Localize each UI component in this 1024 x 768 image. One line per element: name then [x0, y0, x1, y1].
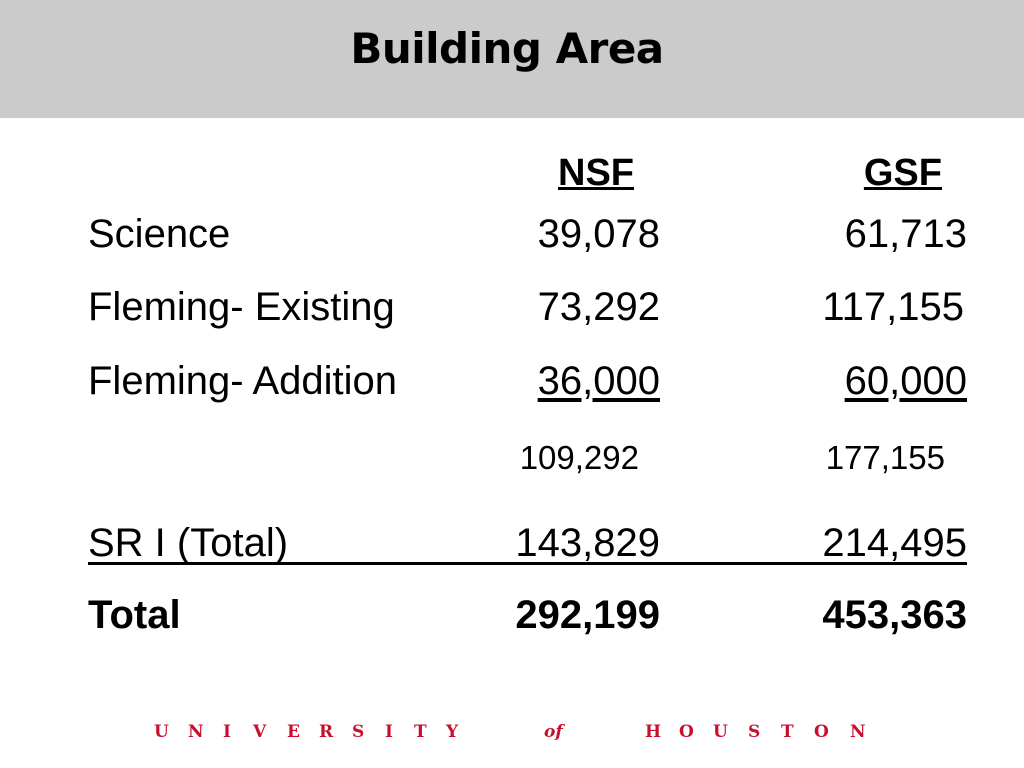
row-label-fleming-addition: Fleming- Addition: [88, 359, 398, 403]
wordmark-letter: V: [253, 722, 267, 742]
wordmark-letter: H: [645, 722, 662, 742]
total-gsf: 453,363: [822, 593, 967, 637]
wordmark-letter: S: [352, 722, 365, 742]
sr-total-nsf: 143,829: [515, 521, 660, 565]
nsf-header: NSF: [558, 152, 634, 194]
wordmark-letter: E: [287, 722, 300, 742]
science-gsf: 61,713: [844, 212, 967, 256]
university-of-houston-wordmark: [0, 722, 1024, 752]
slide-title: Building Area: [350, 24, 664, 73]
wordmark-letter: T: [414, 722, 427, 742]
wordmark-letter: N: [850, 722, 866, 742]
gsf-header: GSF: [863, 152, 942, 194]
title-bar: [0, 0, 1024, 118]
wordmark-letter: R: [319, 722, 334, 742]
wordmark-letter: T: [781, 722, 794, 742]
row-label-science: Science: [88, 212, 231, 256]
sr-total-underline: [88, 562, 967, 565]
total-nsf: 292,199: [515, 593, 660, 637]
fleming-addition-gsf: 60,000: [844, 359, 967, 403]
row-label-total: Total: [88, 593, 181, 637]
fleming-existing-nsf: 73,292: [537, 285, 660, 329]
wordmark-letter: U: [713, 722, 728, 742]
science-nsf: 39,078: [537, 212, 660, 256]
wordmark-letter: I: [223, 722, 231, 742]
wordmark-letter: Y: [446, 722, 459, 742]
wordmark-letter: N: [188, 722, 204, 742]
wordmark-letter: I: [385, 722, 393, 742]
subtotal-nsf: 109,292: [519, 439, 639, 476]
row-label-fleming-existing: Fleming- Existing: [88, 285, 395, 329]
row-label-sr-total: SR I (Total): [88, 521, 289, 565]
subtotal-gsf: 177,155: [825, 439, 945, 476]
wordmark-letter: S: [748, 722, 761, 742]
wordmark-letter: O: [814, 722, 829, 742]
sr-total-gsf: 214,495: [822, 521, 967, 565]
wordmark-letter: O: [679, 722, 694, 742]
fleming-existing-gsf: 117,155: [822, 285, 964, 329]
wordmark-of: of: [544, 722, 563, 742]
fleming-addition-nsf: 36,000: [537, 359, 660, 403]
wordmark-letter: U: [154, 722, 169, 742]
